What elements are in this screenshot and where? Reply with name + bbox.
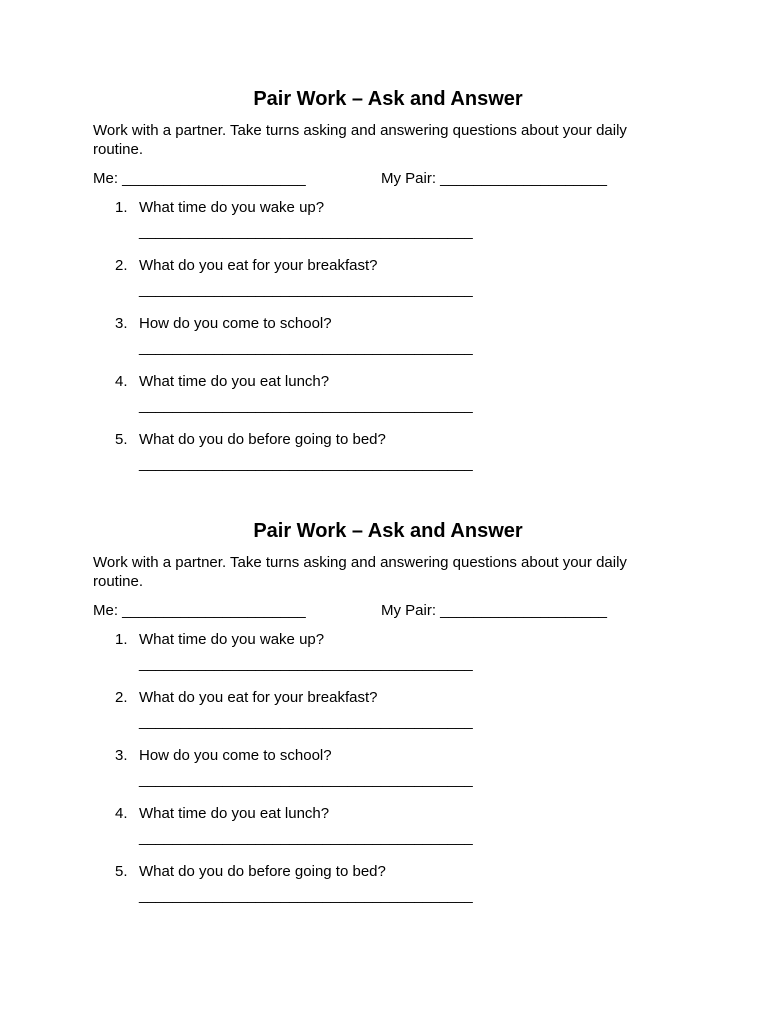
question-text: What do you do before going to bed? bbox=[139, 431, 386, 448]
answer-line: ________________________________________ bbox=[139, 887, 473, 904]
me-name-field: Me: ______________________ bbox=[93, 602, 306, 619]
pair-name-field: My Pair: ____________________ bbox=[381, 602, 608, 619]
question-item bbox=[93, 804, 683, 862]
question-item bbox=[93, 314, 683, 372]
worksheet-instructions: Work with a partner. Take turns asking and answering questions about your daily routine. bbox=[93, 554, 627, 590]
question-number: 1. bbox=[115, 199, 128, 216]
question-item bbox=[93, 630, 683, 688]
question-list bbox=[93, 198, 683, 488]
question-number: 5. bbox=[115, 431, 128, 448]
answer-line: ________________________________________ bbox=[139, 655, 473, 672]
question-item bbox=[93, 862, 683, 920]
answer-line: ________________________________________ bbox=[139, 771, 473, 788]
question-number: 4. bbox=[115, 805, 128, 822]
question-number: 3. bbox=[115, 315, 128, 332]
worksheet-instructions: Work with a partner. Take turns asking and answering questions about your daily routine. bbox=[93, 122, 627, 158]
me-name-field: Me: ______________________ bbox=[93, 170, 306, 187]
question-text: What time do you wake up? bbox=[139, 199, 325, 216]
worksheet-section-2 bbox=[93, 518, 683, 920]
question-number: 1. bbox=[115, 631, 128, 648]
question-text: How do you come to school? bbox=[139, 747, 332, 764]
question-number: 4. bbox=[115, 373, 128, 390]
question-item bbox=[93, 256, 683, 314]
question-text: What do you eat for your breakfast? bbox=[139, 257, 378, 274]
worksheet-title: Pair Work – Ask and Answer bbox=[253, 520, 523, 542]
worksheet-section-1 bbox=[93, 86, 683, 488]
question-number: 3. bbox=[115, 747, 128, 764]
question-list bbox=[93, 630, 683, 920]
question-text: What time do you wake up? bbox=[139, 631, 325, 648]
answer-line: ________________________________________ bbox=[139, 339, 473, 356]
question-item bbox=[93, 372, 683, 430]
question-number: 2. bbox=[115, 689, 128, 706]
question-text: How do you come to school? bbox=[139, 315, 332, 332]
answer-line: ________________________________________ bbox=[139, 455, 473, 472]
pair-name-field: My Pair: ____________________ bbox=[381, 170, 608, 187]
worksheet-title: Pair Work – Ask and Answer bbox=[253, 88, 523, 110]
question-text: What do you do before going to bed? bbox=[139, 863, 386, 880]
question-item bbox=[93, 198, 683, 256]
name-fields bbox=[93, 169, 683, 188]
name-fields bbox=[93, 601, 683, 620]
question-item bbox=[93, 688, 683, 746]
answer-line: ________________________________________ bbox=[139, 223, 473, 240]
question-number: 2. bbox=[115, 257, 128, 274]
question-item bbox=[93, 430, 683, 488]
question-text: What time do you eat lunch? bbox=[139, 805, 330, 822]
answer-line: ________________________________________ bbox=[139, 829, 473, 846]
answer-line: ________________________________________ bbox=[139, 397, 473, 414]
answer-line: ________________________________________ bbox=[139, 713, 473, 730]
question-text: What do you eat for your breakfast? bbox=[139, 689, 378, 706]
question-number: 5. bbox=[115, 863, 128, 880]
answer-line: ________________________________________ bbox=[139, 281, 473, 298]
question-text: What time do you eat lunch? bbox=[139, 373, 330, 390]
question-item bbox=[93, 746, 683, 804]
